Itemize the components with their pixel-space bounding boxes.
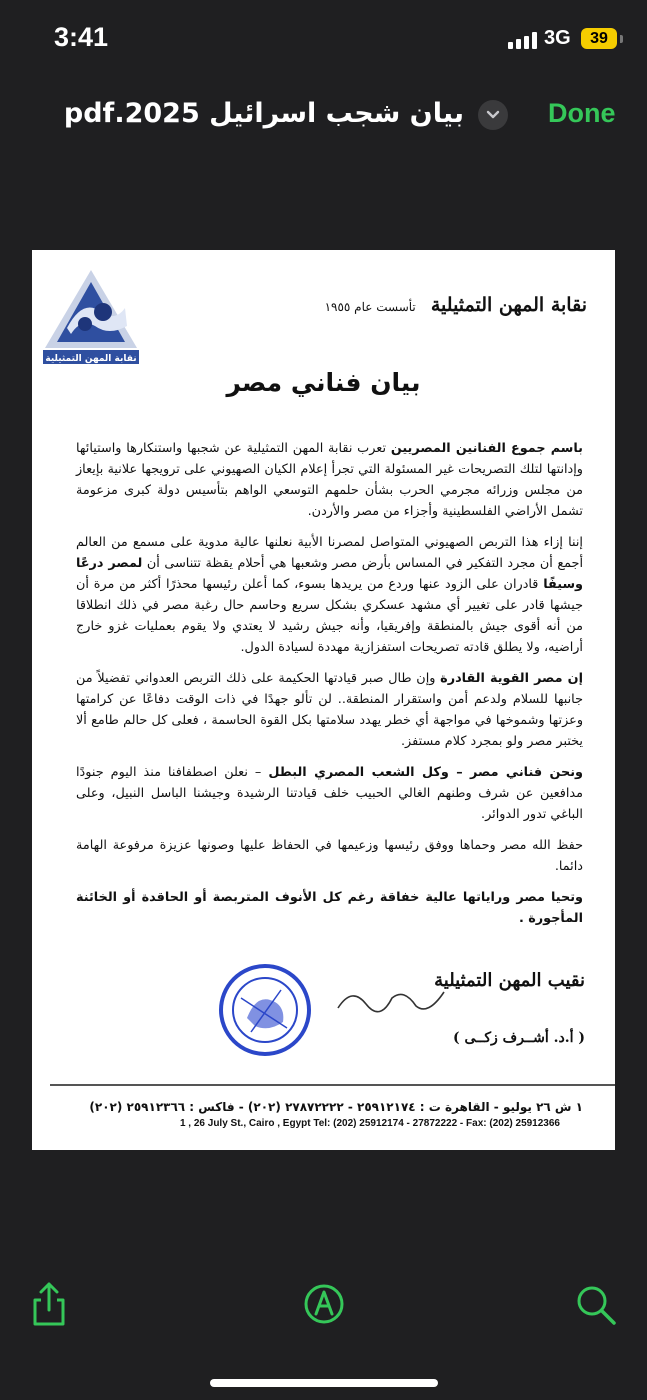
- share-button[interactable]: [27, 1280, 71, 1330]
- address-arabic: ١ ش ٢٦ يوليو - القاهرة ت : ٢٥٩١٢١٧٤ - ٢٧٨٧٢٢٢٢ (٢٠٢) - فاكس : ٢٥٩١٢٣٦٦ (٢٠٢): [89, 1100, 583, 1114]
- signature-title: نقيب المهن التمثيلية: [434, 970, 585, 991]
- markup-icon: [302, 1280, 346, 1330]
- status-time: 3:41: [54, 22, 109, 52]
- org-established: تأسست عام ١٩٥٥: [324, 300, 416, 314]
- statement-title: بيان فناني مصر: [226, 368, 421, 397]
- paragraph-5: حفظ الله مصر وحماها ووفق رئيسها وزعيمها في الحفاظ عليها وصونها عزيزة مرفوعة الهامة دائما.: [76, 838, 583, 874]
- status-bar: [0, 0, 647, 80]
- p1-bold: باسم جموع الفنانين المصريين: [390, 441, 583, 456]
- p1-text: تعرب نقابة المهن التمثيلية عن شجبها واستنكارها واستيائها وإدانتها لتلك التصريحات غير المسئولة التي تجرأ إعلام الكيان الصهيوني على ترويجها علانية بإيعاز من مجلس وزرائه مجرمي الحرب بشأن حلمهم التوسعي الواهم بتأسيس دولة كبرى مزعومة تشمل الأراضي الفلسطينية وأجزاء من مصر والأردن.: [76, 441, 583, 519]
- statement-body: [76, 438, 583, 939]
- letterhead: [325, 294, 587, 316]
- p2-text-a: إننا إزاء هذا التربص الصهيوني المتواصل لمصرنا الأبية نعلنها عالية مدوية على مسمع من العالم أجمع أن مجرد التفكير في المساس بأرض مصر وشعبها هي أحلام يقظة تتناسى أن: [76, 535, 584, 571]
- p4-bold: ونحن فناني مصر – وكل الشعب المصري البطل: [268, 765, 583, 780]
- org-name: نقابة المهن التمثيلية: [430, 294, 587, 316]
- paragraph-1: [76, 438, 583, 522]
- p3-bold: إن مصر القوية القادرة: [440, 671, 583, 686]
- closing-line: وتحيا مصر وراياتها عالية خفاقة رغم كل الأنوف المتربصة أو الحاقدة أو الخائنة المأجورة .: [76, 890, 583, 926]
- battery-tip: [620, 35, 623, 43]
- document-title[interactable]: بيان شجب اسرائيل 2025.pdf: [63, 98, 464, 129]
- p2-bold: لمصر درعًا وسيفًا: [76, 556, 583, 592]
- handwritten-signature: [332, 978, 452, 1023]
- signature-name: ( أ.د. أشــرف زكــى ): [453, 1030, 585, 1046]
- p4-text: – نعلن اصطفافنا منذ اليوم جنودًا مدافعين عن شرف وطنهم الغالي الحبيب خلف قيادتنا الرشيدة وجيشنا الباسل النبيل، وعلى الباغي تدور الدوائر.: [76, 765, 583, 822]
- paragraph-2: [76, 532, 583, 658]
- share-icon: [27, 1280, 71, 1330]
- syndicate-logo: [37, 268, 145, 366]
- network-type: 3G: [544, 27, 571, 49]
- nav-bar: [0, 88, 647, 144]
- home-indicator[interactable]: [210, 1379, 438, 1387]
- cellular-signal-icon: [508, 32, 537, 49]
- search-icon: [574, 1280, 618, 1330]
- search-button[interactable]: [574, 1280, 618, 1330]
- official-stamp-icon: [217, 962, 313, 1058]
- battery-icon: 39: [581, 28, 617, 49]
- paragraph-4: [76, 762, 583, 825]
- logo-text: نقابة المهن التمثيلية: [45, 354, 137, 364]
- chevron-down-icon[interactable]: [478, 100, 508, 130]
- p3-text: وإن طال صبر قيادتها الحكيمة على ذلك التربص العدواني تفضيلاً من جانبها للسلام ولدعم أمن واستقرار المنطقة.. لن تألو جهدًا في ذات الوقت دفاعًا عن كرامتها وعزتها وشموخها في مواجهة أي خطر يهدد سلامتها بكل القوة الحاسمة ، فعلى كل حالم طامع ألا يختبر مصر ولو بمجرد كلام مستفز.: [76, 671, 583, 749]
- pdf-page: [32, 250, 615, 1150]
- markup-button[interactable]: [302, 1280, 346, 1330]
- done-button[interactable]: Done: [548, 98, 616, 128]
- footer-divider: [50, 1084, 615, 1086]
- p2-text-b: قادران على الزود عنها وردع من يريدها بسوء، كما أعلن رئيسها محذرًا أكثر من مرة أن جيشها قادر على تغيير أي مشهد عسكري بشكل سريع وحاسم حال رغبة مصر في ذلك انطلاقا من أنه أقوى جيش بالمنطقة وإفريقيا، وأنه جيش رشيد لا يعتدي ولا يقوم بعمليات غزو خارج أراضيه، ولا يطلق قادته تصريحات استفزازية مهددة لسيادة الدول.: [76, 577, 583, 655]
- address-english: 1 , 26 July St., Cairo , Egypt Tel: (202) 25912174 - 27872222 - Fax: (202) 25912366: [179, 1118, 560, 1129]
- paragraph-3: [76, 668, 583, 752]
